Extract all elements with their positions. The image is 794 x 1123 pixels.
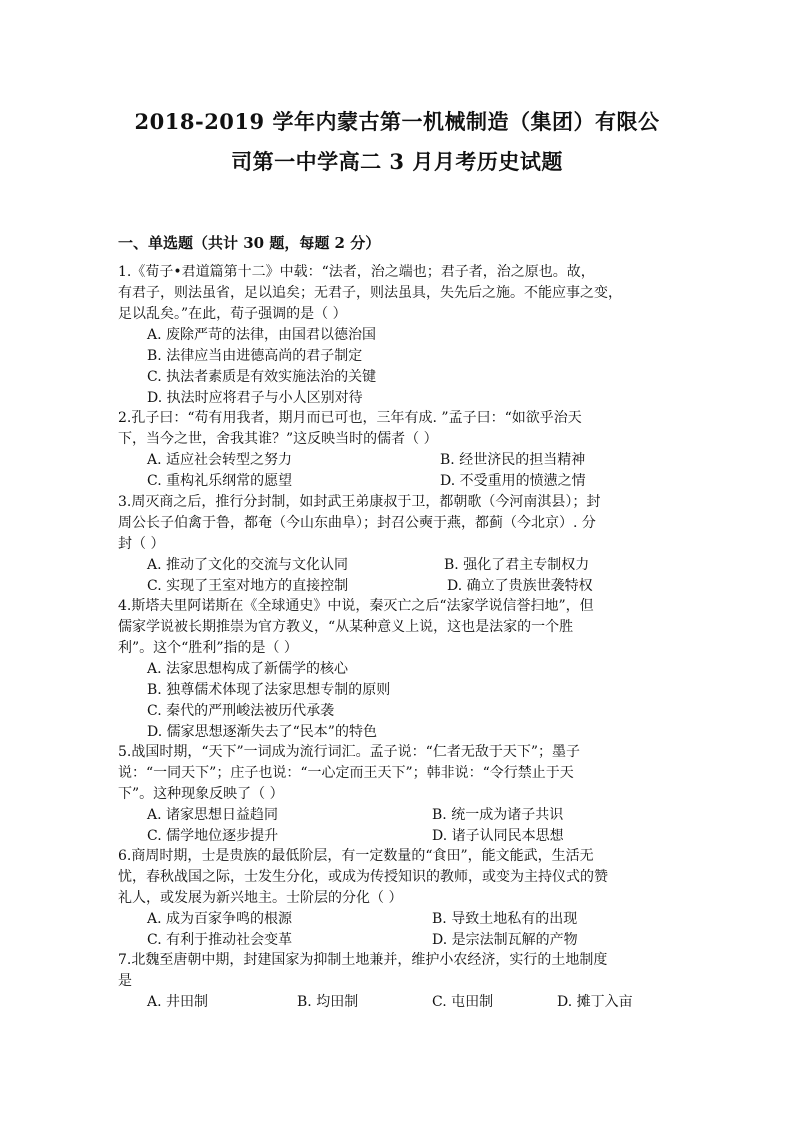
question-text-line: 忧，春秋战国之际，士发生分化，或成为传授知识的教师，或变为主持仪式的赞	[118, 869, 608, 885]
option-c: C. 秦代的严刑峻法被历代承袭	[147, 703, 335, 719]
question-text-line: 下”。这种现象反映了（ ）	[118, 786, 284, 802]
option-c: C. 实现了王室对地方的直接控制	[147, 578, 349, 594]
option-d: D. 诸子认同民本思想	[432, 828, 564, 844]
option-b: B. 法律应当由进德高尚的君子制定	[147, 348, 363, 364]
option-b: B. 均田制	[297, 994, 359, 1010]
option-a: A. 适应社会转型之努力	[147, 452, 293, 468]
question-text-line: 6.商周时期，士是贵族的最低阶层，有一定数量的“食田”，能文能武，生活无	[118, 848, 594, 864]
option-c: C. 屯田制	[432, 994, 494, 1010]
question-text-line: 周公长子伯禽于鲁，都奄（今山东曲阜）；封召公奭于燕，都蓟（今北京）. 分	[118, 515, 596, 531]
section-heading: 一、单选题（共计 30 题，每题 2 分）	[118, 234, 381, 252]
page-title-line-1: 2018-2019 学年内蒙古第一机械制造（集团）有限公	[134, 109, 660, 134]
option-a: A. 法家思想构成了新儒学的核心	[147, 661, 349, 677]
option-d: D. 摊丁入亩	[557, 994, 633, 1010]
option-c: C. 儒学地位逐步提升	[147, 828, 279, 844]
question-text-line: 5.战国时期，“天下”一词成为流行词汇。孟子说：“仁者无敌于天下”；墨子	[118, 744, 580, 760]
option-b: B. 统一成为诸子共识	[432, 807, 564, 823]
question-text-line: 利”。这个“胜利”指的是（ ）	[118, 640, 298, 656]
option-c: C. 有利于推动社会变革	[147, 932, 293, 948]
option-b: B. 独尊儒术体现了法家思想专制的原则	[147, 682, 391, 698]
question-text-line: 下，当今之世，舍我其谁？”这反映当时的儒者（ ）	[118, 431, 438, 447]
option-c: C. 重构礼乐纲常的愿望	[147, 473, 293, 489]
question-text-line: 儒家学说被长期推崇为官方教义，“从某种意义上说，这也是法家的一个胜	[118, 619, 574, 635]
question-text-line: 7.北魏至唐朝中期，封建国家为抑制土地兼并，维护小农经济，实行的土地制度	[118, 952, 608, 968]
question-text-line: 足以乱矣。”在此，荀子强调的是（ ）	[118, 306, 347, 322]
option-d: D. 不受重用的愤懑之情	[440, 473, 586, 489]
option-c: C. 执法者素质是有效实施法治的关键	[147, 369, 377, 385]
option-d: D. 执法时应将君子与小人区别对待	[147, 390, 363, 406]
option-b: B. 经世济民的担当精神	[440, 452, 586, 468]
option-d: D. 是宗法制瓦解的产物	[432, 932, 578, 948]
question-text-line: 2.孔子曰：“苟有用我者，期月而已可也，三年有成. ”孟子曰：“如欲乎治天	[118, 410, 582, 426]
question-text-line: 封（ ）	[118, 536, 165, 552]
option-a: A. 废除严苛的法律，由国君以德治国	[147, 327, 377, 343]
option-d: D. 确立了贵族世袭特权	[447, 578, 593, 594]
option-a: A. 诸家思想日益趋同	[147, 807, 279, 823]
option-a: A. 成为百家争鸣的根源	[147, 911, 293, 927]
question-text-line: 有君子，则法虽省，足以追矣；无君子，则法虽具，失先后之施。不能应事之变，	[118, 285, 622, 301]
question-text-line: 是	[118, 973, 132, 989]
question-text-line: 礼人，或发展为新兴地主。士阶层的分化（ ）	[118, 890, 403, 906]
question-text-line: 1.《荀子•君道篇第十二》中载：“法者，治之端也；君子者，治之原也。故，	[118, 264, 595, 280]
option-b: B. 强化了君主专制权力	[444, 557, 590, 573]
option-a: A. 井田制	[147, 994, 209, 1010]
option-a: A. 推动了文化的交流与文化认同	[147, 557, 349, 573]
question-text-line: 4.斯塔夫里阿诺斯在《全球通史》中说，秦灭亡之后“法家学说信誉扫地”，但	[118, 598, 594, 614]
page-title-line-2: 司第一中学高二 3 月月考历史试题	[231, 149, 563, 174]
option-b: B. 导致土地私有的出现	[432, 911, 578, 927]
question-text-line: 说：“一同天下”；庄子也说：“一心定而王天下”；韩非说：“令行禁止于天	[118, 765, 574, 781]
option-d: D. 儒家思想逐渐失去了“民本”的特色	[147, 724, 377, 740]
question-text-line: 3.周灭商之后，推行分封制，如封武王弟康叔于卫，都朝歌（今河南淇县）；封	[118, 494, 601, 510]
